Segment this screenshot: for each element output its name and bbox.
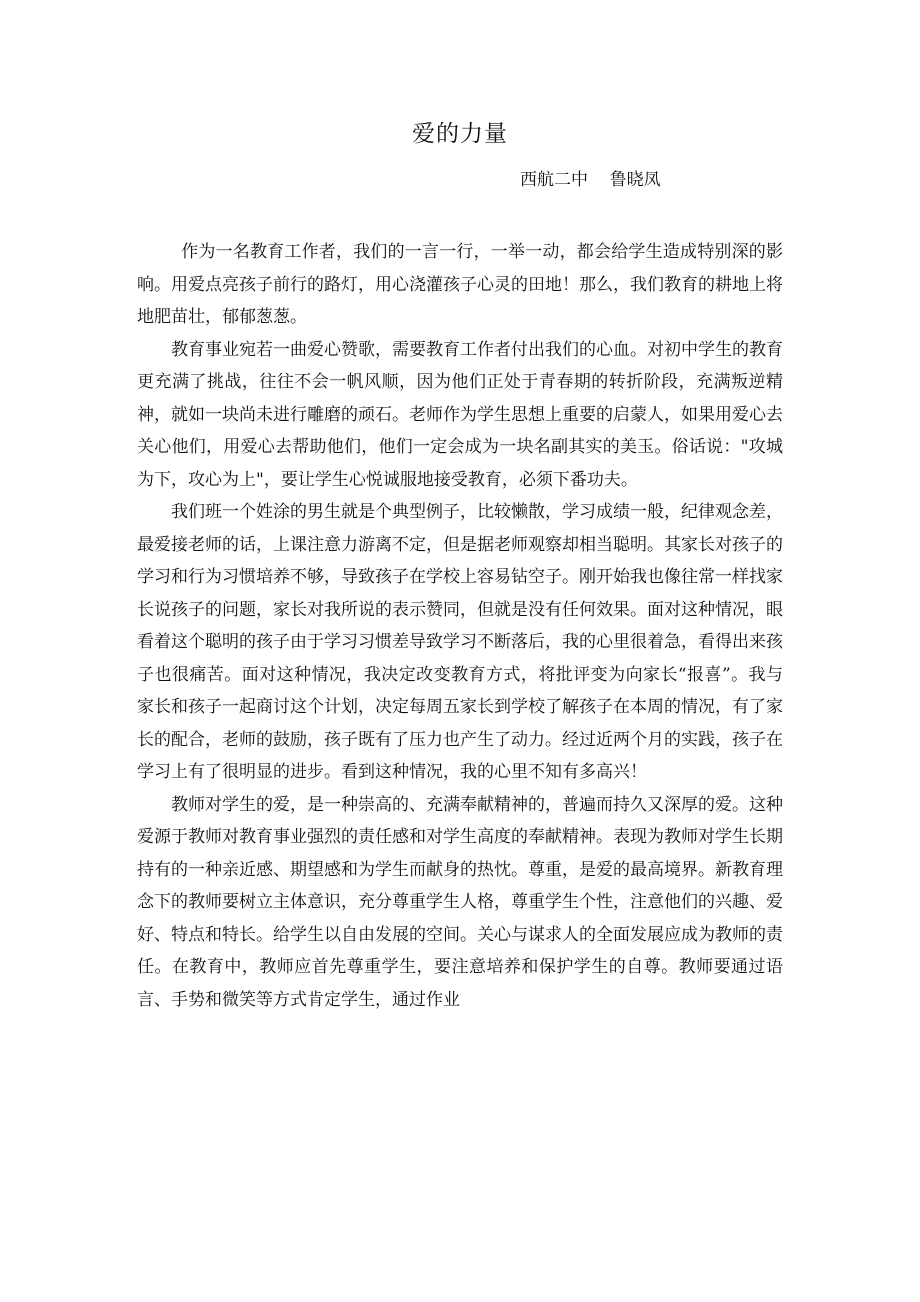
paragraph-1: 作为一名教育工作者，我们的一言一行，一举一动，都会给学生造成特别深的影响。用爱点亮孩子前行的路灯，用心浇灌孩子心灵的田地！那么，我们教育的耕地上将地肥苗壮，郁郁葱葱。 — [137, 242, 783, 327]
paragraph-2: 教育事业宛若一曲爱心赞歌，需要教育工作者付出我们的心血。对初中学生的教育更充满了挑战，往往不会一帆风顺，因为他们正处于青春期的转折阶段，充满叛逆精神，就如一块尚未进行雕磨的顽石。老师作为学生思想上重要的启蒙人，如果用爱心去关心他们，用爱心去帮助他们，他们一定会成为一块名副其实的美玉。俗话说："攻城为下，攻心为上"，要让学生心悦诚服地接受教育，必须下番功夫。 — [137, 339, 783, 490]
document-title: 爱的力量 — [412, 121, 508, 147]
paragraph-4: 教师对学生的爱，是一种崇高的、充满奉献精神的，普遍而持久又深厚的爱。这种爱源于教师对教育事业强烈的责任感和对学生高度的奉献精神。表现为教师对学生长期持有的一种亲近感、期望感和为学生而献身的热忱。尊重，是爱的最高境界。新教育理念下的教师要树立主体意识，充分尊重学生人格，尊重学生个性，注意他们的兴趣、爱好、特点和特长。给学生以自由发展的空间。关心与谋求人的全面发展应成为教师的责任。在教育中，教师应首先尊重学生，要注意培养和保护学生的自尊。教师要通过语言、手势和微笑等方式肯定学生，通过作业 — [137, 794, 783, 1010]
author-line: 西航二中 鲁晓凤 — [520, 170, 661, 190]
document-body — [137, 236, 783, 1016]
paragraph-3: 我们班一个姓涂的男生就是个典型例子，比较懒散，学习成绩一般，纪律观念差，最爱接老师的话，上课注意力游离不定，但是据老师观察却相当聪明。其家长对孩子的学习和行为习惯培养不够，导致孩子在学校上容易钻空子。刚开始我也像往常一样找家长说孩子的问题，家长对我所说的表示赞同，但就是没有任何效果。面对这种情况，眼看着这个聪明的孩子由于学习习惯差导致学习不断落后，我的心里很着急，看得出来孩子也很痛苦。面对这种情况，我决定改变教育方式，将批评变为向家长“报喜”。我与家长和孩子一起商讨这个计划，决定每周五家长到学校了解孩子在本周的情况，有了家长的配合，老师的鼓励，孩子既有了压力也产生了动力。经过近两个月的实践，孩子在学习上有了很明显的进步。看到这种情况，我的心里不知有多高兴！ — [137, 502, 783, 782]
